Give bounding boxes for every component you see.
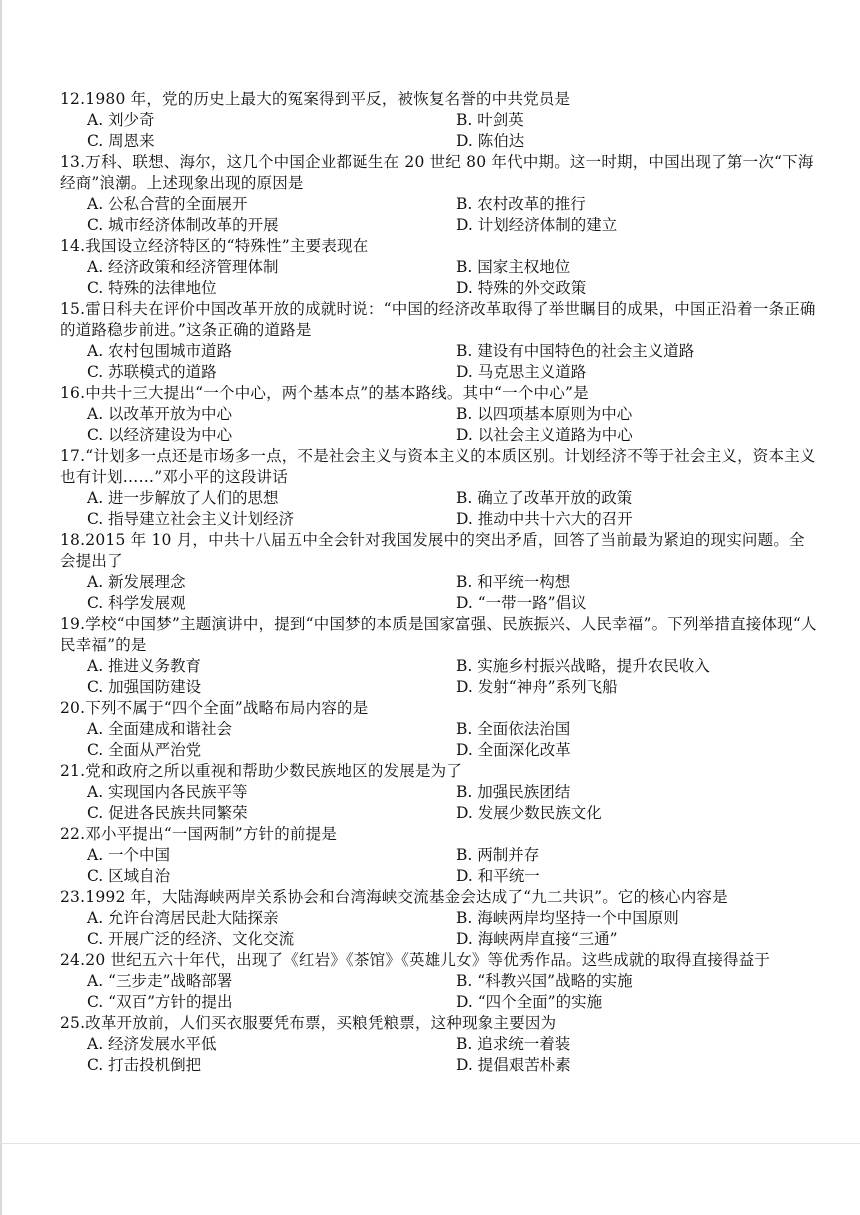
question-15 (60, 299, 820, 383)
option-b: B. 海峡两岸均坚持一个中国原则 (456, 909, 679, 927)
scan-bottom-edge (0, 1143, 860, 1144)
question-number: 25. (60, 1014, 86, 1032)
option-c: C. 特殊的法律地位 (87, 279, 217, 297)
question-25 (60, 1013, 820, 1076)
question-stem (60, 1013, 820, 1034)
option-a: A. “三步走”战略部署 (87, 972, 233, 990)
question-17 (60, 446, 820, 530)
question-stem (60, 614, 820, 656)
question-24 (60, 950, 820, 1013)
question-text: 学校“中国梦”主题演讲中，提到“中国梦的本质是国家富强、民族振兴、人民幸福”。下列举措直接体现“人民幸福”的是 (60, 615, 817, 654)
question-13 (60, 152, 820, 236)
option-b: B. 追求统一着装 (456, 1035, 571, 1053)
answer-options (60, 782, 820, 824)
option-b: B. 叶剑英 (456, 111, 524, 129)
question-stem (60, 299, 820, 341)
question-14 (60, 236, 820, 299)
option-b: B. 以四项基本原则为中心 (456, 405, 633, 423)
option-b: B. 和平统一构想 (456, 573, 571, 591)
option-d: D. 海峡两岸直接“三通” (456, 930, 618, 948)
question-text: 2015 年 10 月，中共十八届五中全会针对我国发展中的突出矛盾，回答了当前最为紧迫的现实问题。全会提出了 (60, 531, 805, 570)
option-d: D. 以社会主义道路为中心 (456, 426, 633, 444)
question-stem (60, 89, 820, 110)
option-a: A. 全面建成和谐社会 (87, 720, 233, 738)
question-number: 23. (60, 888, 86, 906)
answer-options (60, 194, 820, 236)
option-b: B. 全面依法治国 (456, 720, 571, 738)
option-d: D. “四个全面”的实施 (456, 993, 603, 1011)
answer-options (60, 908, 820, 950)
question-number: 19. (60, 615, 86, 633)
question-number: 16. (60, 384, 86, 402)
question-stem (60, 446, 820, 488)
option-b: B. 国家主权地位 (456, 258, 571, 276)
option-a: A. 一个中国 (87, 846, 171, 864)
option-a: A. 进一步解放了人们的思想 (87, 489, 279, 507)
option-c: C. 促进各民族共同繁荣 (87, 804, 248, 822)
option-b: B. 确立了改革开放的政策 (456, 489, 633, 507)
option-a: A. 允许台湾居民赴大陆探亲 (87, 909, 279, 927)
question-20 (60, 698, 820, 761)
option-d: D. 发展少数民族文化 (456, 804, 602, 822)
option-c: C. 指导建立社会主义计划经济 (87, 510, 295, 528)
question-number: 13. (60, 153, 86, 171)
option-a: A. 实现国内各民族平等 (87, 783, 248, 801)
option-d: D. 特殊的外交政策 (456, 279, 587, 297)
option-c: C. 打击投机倒把 (87, 1056, 202, 1074)
question-text: 20 世纪五六十年代，出现了《红岩》《茶馆》《英雄儿女》等优秀作品。这些成就的取得直接得益于 (85, 951, 771, 969)
question-number: 12. (60, 90, 86, 108)
option-d: D. 发射“神舟”系列飞船 (456, 678, 618, 696)
exam-page (60, 89, 820, 1076)
question-number: 15. (60, 300, 86, 318)
option-d: D. 计划经济体制的建立 (456, 216, 618, 234)
option-a: A. 经济发展水平低 (87, 1035, 217, 1053)
question-stem (60, 761, 820, 782)
option-b: B. 加强民族团结 (456, 783, 571, 801)
question-text: 万科、联想、海尔，这几个中国企业都诞生在 20 世纪 80 年代中期。这一时期，中国出现了第一次“下海经商”浪潮。上述现象出现的原因是 (60, 153, 814, 192)
scan-left-edge (0, 0, 2, 1215)
option-d: D. 陈伯达 (456, 132, 525, 150)
question-21 (60, 761, 820, 824)
answer-options (60, 572, 820, 614)
answer-options (60, 656, 820, 698)
question-stem (60, 950, 820, 971)
option-a: A. 新发展理念 (87, 573, 186, 591)
option-b: B. 实施乡村振兴战略，提升农民收入 (456, 657, 710, 675)
question-stem (60, 530, 820, 572)
question-text: 下列不属于“四个全面”战略布局内容的是 (85, 699, 369, 717)
option-c: C. 全面从严治党 (87, 741, 202, 759)
option-c: C. 科学发展观 (87, 594, 186, 612)
question-number: 21. (60, 762, 86, 780)
option-d: D. 推动中共十六大的召开 (456, 510, 633, 528)
question-22 (60, 824, 820, 887)
question-number: 22. (60, 825, 86, 843)
question-text: 中共十三大提出“一个中心，两个基本点”的基本路线。其中“一个中心”是 (85, 384, 589, 402)
question-stem (60, 887, 820, 908)
question-number: 24. (60, 951, 86, 969)
option-d: D. “一带一路”倡议 (456, 594, 587, 612)
question-text: 党和政府之所以重视和帮助少数民族地区的发展是为了 (85, 762, 463, 780)
answer-options (60, 719, 820, 761)
option-c: C. 城市经济体制改革的开展 (87, 216, 279, 234)
answer-options (60, 971, 820, 1013)
answer-options (60, 404, 820, 446)
question-number: 20. (60, 699, 86, 717)
option-b: B. 两制并存 (456, 846, 540, 864)
option-a: A. 推进义务教育 (87, 657, 202, 675)
answer-options (60, 1034, 820, 1076)
question-stem (60, 698, 820, 719)
option-c: C. 以经济建设为中心 (87, 426, 233, 444)
answer-options (60, 110, 820, 152)
option-d: D. 马克思主义道路 (456, 363, 587, 381)
question-number: 18. (60, 531, 86, 549)
option-b: B. “科教兴国”战略的实施 (456, 972, 633, 990)
option-c: C. “双百”方针的提出 (87, 993, 233, 1011)
option-a: A. 农村包围城市道路 (87, 342, 233, 360)
question-text: 雷日科夫在评价中国改革开放的成就时说：“中国的经济改革取得了举世瞩目的成果，中国正沿着一条正确的道路稳步前进。”这条正确的道路是 (60, 300, 816, 339)
option-a: A. 公私合营的全面展开 (87, 195, 248, 213)
question-number: 17. (60, 447, 86, 465)
question-text: “计划多一点还是市场多一点，不是社会主义与资本主义的本质区别。计划经济不等于社会主义，资本主义也有计划……”邓小平的这段讲话 (60, 447, 816, 486)
option-c: C. 区域自治 (87, 867, 171, 885)
option-c: C. 加强国防建设 (87, 678, 202, 696)
question-12 (60, 89, 820, 152)
question-text: 1980 年，党的历史上最大的冤案得到平反，被恢复名誉的中共党员是 (85, 90, 571, 108)
option-a: A. 经济政策和经济管理体制 (87, 258, 279, 276)
question-16 (60, 383, 820, 446)
answer-options (60, 257, 820, 299)
answer-options (60, 488, 820, 530)
option-c: C. 周恩来 (87, 132, 155, 150)
option-b: B. 农村改革的推行 (456, 195, 586, 213)
question-text: 1992 年，大陆海峡两岸关系协会和台湾海峡交流基金会达成了“九二共识”。它的核心内容是 (85, 888, 728, 906)
question-stem (60, 824, 820, 845)
question-18 (60, 530, 820, 614)
option-c: C. 开展广泛的经济、文化交流 (87, 930, 295, 948)
option-c: C. 苏联模式的道路 (87, 363, 217, 381)
option-a: A. 以改革开放为中心 (87, 405, 233, 423)
question-stem (60, 383, 820, 404)
question-23 (60, 887, 820, 950)
option-d: D. 全面深化改革 (456, 741, 571, 759)
option-b: B. 建设有中国特色的社会主义道路 (456, 342, 695, 360)
answer-options (60, 845, 820, 887)
answer-options (60, 341, 820, 383)
question-text: 改革开放前，人们买衣服要凭布票，买粮凭粮票，这种现象主要因为 (85, 1014, 557, 1032)
question-number: 14. (60, 237, 86, 255)
option-d: D. 提倡艰苦朴素 (456, 1056, 571, 1074)
question-stem (60, 236, 820, 257)
question-stem (60, 152, 820, 194)
option-d: D. 和平统一 (456, 867, 540, 885)
question-text: 邓小平提出“一国两制”方针的前提是 (85, 825, 338, 843)
option-a: A. 刘少奇 (87, 111, 155, 129)
question-19 (60, 614, 820, 698)
question-text: 我国设立经济特区的“特殊性”主要表现在 (85, 237, 369, 255)
